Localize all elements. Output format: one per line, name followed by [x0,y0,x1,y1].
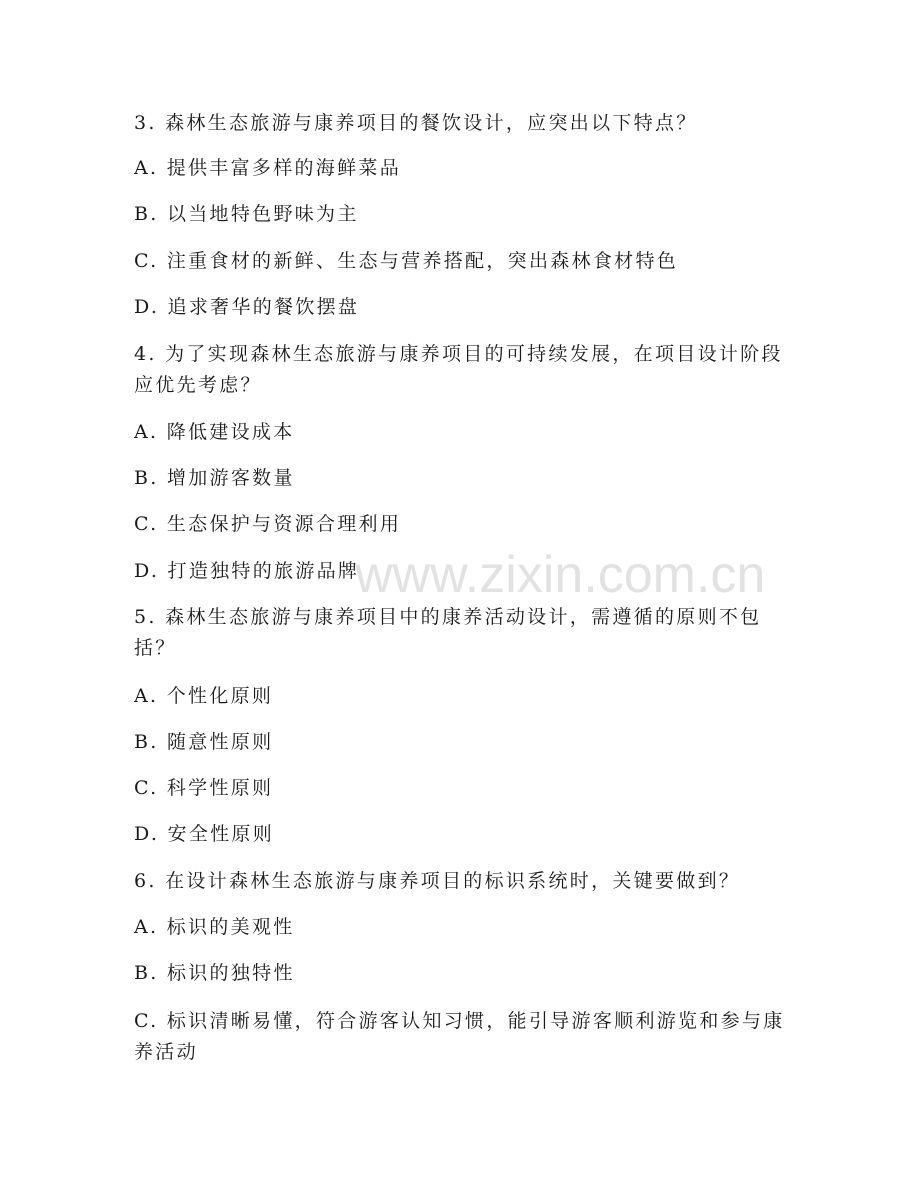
question-3-option-a: A. 提供丰富多样的海鲜菜品 [134,157,402,179]
question-5-option-c: C. 科学性原则 [134,777,274,799]
question-4-option-d: D. 打造独特的旅游品牌 [134,560,360,582]
question-5-option-a: A. 个性化原则 [134,685,274,707]
question-3-option-c: C. 注重食材的新鲜、生态与营养搭配，突出森林食材特色 [134,250,679,272]
question-4-option-a: A. 降低建设成本 [134,421,295,443]
question-6-option-b: B. 标识的独特性 [134,962,295,984]
question-6-text: 6. 在设计森林生态旅游与康养项目的标识系统时，关键要做到？ [134,870,741,892]
watermark: www.zixin.com.cn [355,546,766,604]
question-3-text: 3. 森林生态旅游与康养项目的餐饮设计，应突出以下特点？ [134,112,698,134]
question-6-option-a: A. 标识的美观性 [134,916,295,938]
question-5-text: 5. 森林生态旅游与康养项目中的康养活动设计，需遵循的原则不包括？ [134,606,762,659]
question-3-option-b: B. 以当地特色野味为主 [134,203,359,225]
question-4-text: 4. 为了实现森林生态旅游与康养项目的可持续发展，在项目设计阶段应优先考虑？ [134,343,783,396]
question-3-option-d: D. 追求奢华的餐饮摆盘 [134,296,360,318]
question-5-option-b: B. 随意性原则 [134,731,274,753]
question-4-option-c: C. 生态保护与资源合理利用 [134,513,402,535]
question-5-option-d: D. 安全性原则 [134,823,275,845]
question-6-option-c: C. 标识清晰易懂，符合游客认知习惯，能引导游客顺利游览和参与康养活动 [134,1010,785,1063]
question-4-option-b: B. 增加游客数量 [134,467,295,489]
